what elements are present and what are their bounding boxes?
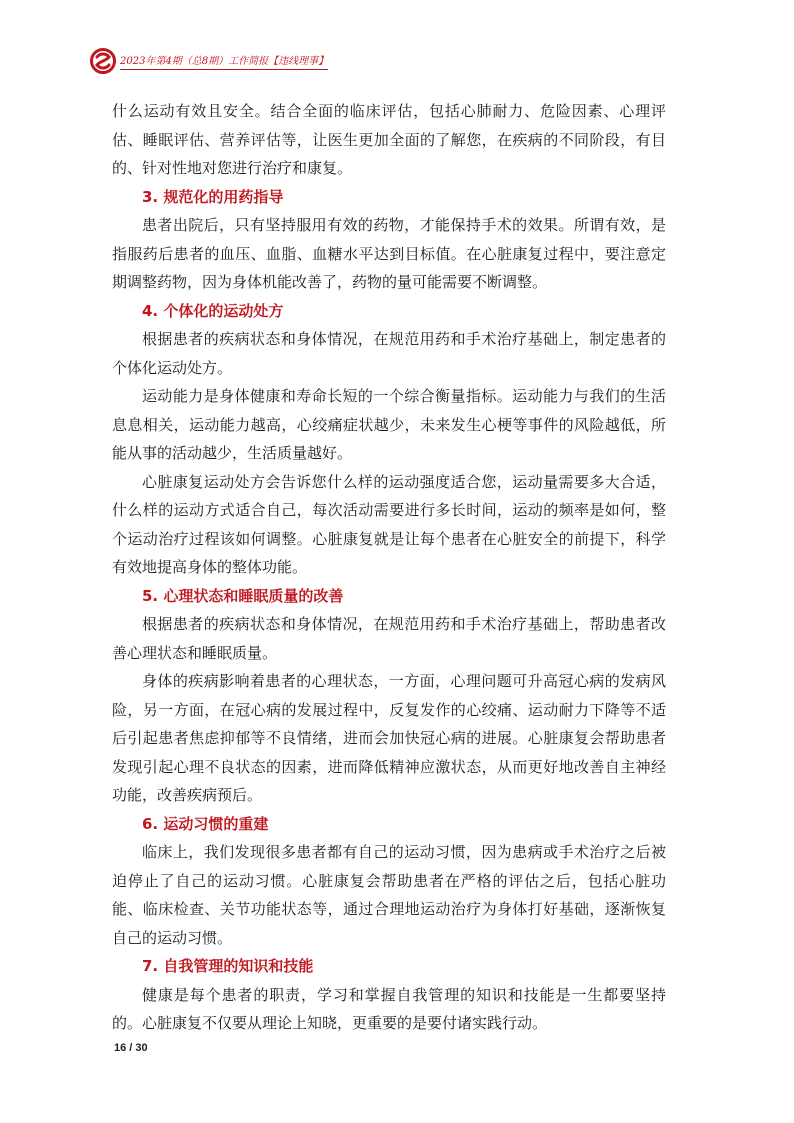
article-body xyxy=(112,97,666,1038)
paragraph: 根据患者的疾病状态和身体情况，在规范用药和手术治疗基础上，帮助患者改善心理状态和睡眠质量。 xyxy=(112,615,666,662)
header-title: 2023年第4期（总8期）工作简报【违线理事】 xyxy=(120,52,328,70)
red-ribbon-logo-icon xyxy=(90,48,116,74)
paragraph: 身体的疾病影响着患者的心理状态，一方面，心理问题可升高冠心病的发病风险，另一方面，在冠心病的发展过程中，反复发作的心绞痛、运动耐力下降等不适后引起患者焦虑抑郁等不良情绪，进而会加快冠心病的进展。心脏康复会帮助患者发现引起心理不良状态的因素，进而降低精神应激状态，从而更好地改善自主神经功能，改善疾病预后。 xyxy=(112,672,666,804)
section-heading-4: 4. 个体化的运动处方 xyxy=(142,301,284,320)
paragraph: 根据患者的疾病状态和身体情况，在规范用药和手术治疗基础上，制定患者的个体化运动处方。 xyxy=(112,330,666,377)
section-heading-6: 6. 运动习惯的重建 xyxy=(142,814,269,833)
section-heading-3: 3. 规范化的用药指导 xyxy=(142,187,284,206)
paragraph: 健康是每个患者的职责，学习和掌握自我管理的知识和技能是一生都要坚持的。心脏康复不仅要从理论上知晓，更重要的是要付诸实践行动。 xyxy=(112,985,666,1032)
page-number: 16 / 30 xyxy=(114,1042,148,1054)
paragraph: 心脏康复运动处方会告诉您什么样的运动强度适合您，运动量需要多大合适，什么样的运动方式适合自己，每次活动需要进行多长时间，运动的频率是如何，整个运动治疗过程该如何调整。心脏康复就是让每个患者在心脏安全的前提下，科学有效地提高身体的整体功能。 xyxy=(112,472,666,576)
page-header xyxy=(90,48,328,74)
paragraph: 临床上，我们发现很多患者都有自己的运动习惯，因为患病或手术治疗之后被迫停止了自己的运动习惯。心脏康复会帮助患者在严格的评估之后，包括心脏功能、临床检查、关节功能状态等，通过合理地运动治疗为身体打好基础，逐渐恢复自己的运动习惯。 xyxy=(112,843,666,947)
section-heading-5: 5. 心理状态和睡眠质量的改善 xyxy=(142,586,344,605)
paragraph: 运动能力是身体健康和寿命长短的一个综合衡量指标。运动能力与我们的生活息息相关，运动能力越高，心绞痛症状越少，未来发生心梗等事件的风险越低，所能从事的活动越少，生活质量越好。 xyxy=(112,387,666,462)
section-heading-7: 7. 自我管理的知识和技能 xyxy=(142,957,314,975)
paragraph: 患者出院后，只有坚持服用有效的药物，才能保持手术的效果。所谓有效，是指服药后患者的血压、血脂、血糖水平达到目标值。在心脏康复过程中，要注意定期调整药物，因为身体机能改善了，药物的量可能需要不断调整。 xyxy=(112,216,666,291)
intro-paragraph: 什么运动有效且安全。结合全面的临床评估，包括心肺耐力、危险因素、心理评估、睡眠评估、营养评估等，让医生更加全面的了解您，在疾病的不同阶段，有目的、针对性地对您进行治疗和康复。 xyxy=(112,102,666,177)
